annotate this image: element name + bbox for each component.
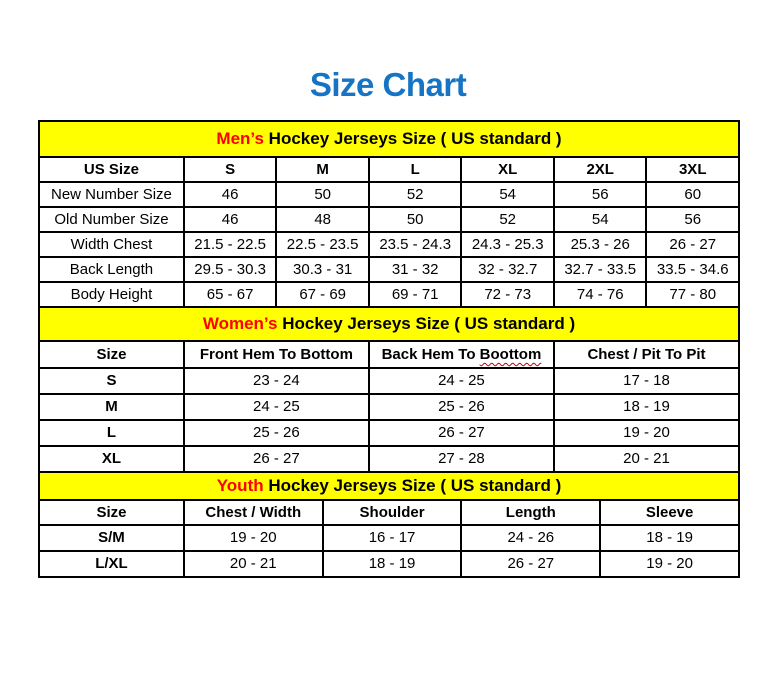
value-cell: 19 - 20 <box>184 525 323 551</box>
value-cell: 54 <box>554 207 647 232</box>
banner-highlight: Women’s <box>202 314 278 334</box>
youth-banner <box>39 472 739 500</box>
value-cell: 26 - 27 <box>461 551 600 577</box>
value-cell: 69 - 71 <box>369 282 462 307</box>
value-cell: 30.3 - 31 <box>276 257 369 282</box>
mens-size-table <box>38 120 740 308</box>
table-row <box>39 394 739 420</box>
column-header: 2XL <box>554 157 647 182</box>
table-row <box>39 368 739 394</box>
misspelled-word: Boottom <box>479 345 542 363</box>
value-cell: 48 <box>276 207 369 232</box>
value-cell: 27 - 28 <box>369 446 554 472</box>
value-cell: 19 - 20 <box>554 420 739 446</box>
column-header: Sleeve <box>600 500 739 525</box>
youth-size-table <box>38 471 740 578</box>
size-chart <box>38 120 740 578</box>
table-row <box>39 182 739 207</box>
value-cell: 56 <box>554 182 647 207</box>
value-cell: 50 <box>276 182 369 207</box>
column-header: Back Hem To Boottom <box>369 341 554 368</box>
row-label: Old Number Size <box>39 207 184 232</box>
table-row <box>39 551 739 577</box>
value-cell: 26 - 27 <box>369 420 554 446</box>
value-cell: 20 - 21 <box>554 446 739 472</box>
value-cell: 52 <box>369 182 462 207</box>
table-row <box>39 282 739 307</box>
column-header: Size <box>39 341 184 368</box>
page-title: Size Chart <box>309 66 467 103</box>
value-cell: 46 <box>184 182 277 207</box>
value-cell: 24 - 26 <box>461 525 600 551</box>
table-row <box>39 207 739 232</box>
value-cell: 32 - 32.7 <box>461 257 554 282</box>
value-cell: 17 - 18 <box>554 368 739 394</box>
banner-highlight: Men’s <box>216 129 264 149</box>
value-cell: 21.5 - 22.5 <box>184 232 277 257</box>
value-cell: 56 <box>646 207 739 232</box>
table-row <box>39 232 739 257</box>
value-cell: 23 - 24 <box>184 368 369 394</box>
value-cell: 23.5 - 24.3 <box>369 232 462 257</box>
column-header: M <box>276 157 369 182</box>
value-cell: 33.5 - 34.6 <box>646 257 739 282</box>
value-cell: 29.5 - 30.3 <box>184 257 277 282</box>
table-row <box>39 446 739 472</box>
row-label: S/M <box>39 525 184 551</box>
value-cell: 22.5 - 23.5 <box>276 232 369 257</box>
table-row <box>39 420 739 446</box>
column-header: L <box>369 157 462 182</box>
value-cell: 74 - 76 <box>554 282 647 307</box>
value-cell: 18 - 19 <box>600 525 739 551</box>
row-label: L/XL <box>39 551 184 577</box>
column-header: Chest / Width <box>184 500 323 525</box>
row-label: New Number Size <box>39 182 184 207</box>
value-cell: 26 - 27 <box>646 232 739 257</box>
column-header: US Size <box>39 157 184 182</box>
column-header: Size <box>39 500 184 525</box>
value-cell: 46 <box>184 207 277 232</box>
value-cell: 26 - 27 <box>184 446 369 472</box>
column-header: Shoulder <box>323 500 462 525</box>
value-cell: 60 <box>646 182 739 207</box>
header-row <box>39 157 739 182</box>
row-label: Body Height <box>39 282 184 307</box>
column-header: Length <box>461 500 600 525</box>
row-label: L <box>39 420 184 446</box>
row-label: Width Chest <box>39 232 184 257</box>
value-cell: 65 - 67 <box>184 282 277 307</box>
value-cell: 18 - 19 <box>554 394 739 420</box>
value-cell: 24.3 - 25.3 <box>461 232 554 257</box>
banner-highlight: Youth <box>216 476 264 496</box>
column-header: Chest / Pit To Pit <box>554 341 739 368</box>
value-cell: 72 - 73 <box>461 282 554 307</box>
row-label: Back Length <box>39 257 184 282</box>
womens-banner <box>39 307 739 341</box>
value-cell: 31 - 32 <box>369 257 462 282</box>
table-row <box>39 525 739 551</box>
row-label: M <box>39 394 184 420</box>
value-cell: 54 <box>461 182 554 207</box>
column-header: XL <box>461 157 554 182</box>
value-cell: 32.7 - 33.5 <box>554 257 647 282</box>
banner-text: Hockey Jerseys Size ( US standard ) <box>263 476 562 496</box>
womens-size-table <box>38 306 740 473</box>
value-cell: 16 - 17 <box>323 525 462 551</box>
value-cell: 77 - 80 <box>646 282 739 307</box>
value-cell: 18 - 19 <box>323 551 462 577</box>
value-cell: 52 <box>461 207 554 232</box>
column-header: S <box>184 157 277 182</box>
value-cell: 25 - 26 <box>369 394 554 420</box>
header-row <box>39 341 739 368</box>
value-cell: 25.3 - 26 <box>554 232 647 257</box>
row-label: S <box>39 368 184 394</box>
header-row <box>39 500 739 525</box>
value-cell: 19 - 20 <box>600 551 739 577</box>
value-cell: 50 <box>369 207 462 232</box>
row-label: XL <box>39 446 184 472</box>
banner-text: Hockey Jerseys Size ( US standard ) <box>277 314 576 334</box>
value-cell: 20 - 21 <box>184 551 323 577</box>
value-cell: 25 - 26 <box>184 420 369 446</box>
mens-banner <box>39 121 739 157</box>
value-cell: 24 - 25 <box>369 368 554 394</box>
value-cell: 24 - 25 <box>184 394 369 420</box>
banner-text: Hockey Jerseys Size ( US standard ) <box>263 129 562 149</box>
value-cell: 67 - 69 <box>276 282 369 307</box>
column-header: 3XL <box>646 157 739 182</box>
table-row <box>39 257 739 282</box>
column-header: Front Hem To Bottom <box>184 341 369 368</box>
